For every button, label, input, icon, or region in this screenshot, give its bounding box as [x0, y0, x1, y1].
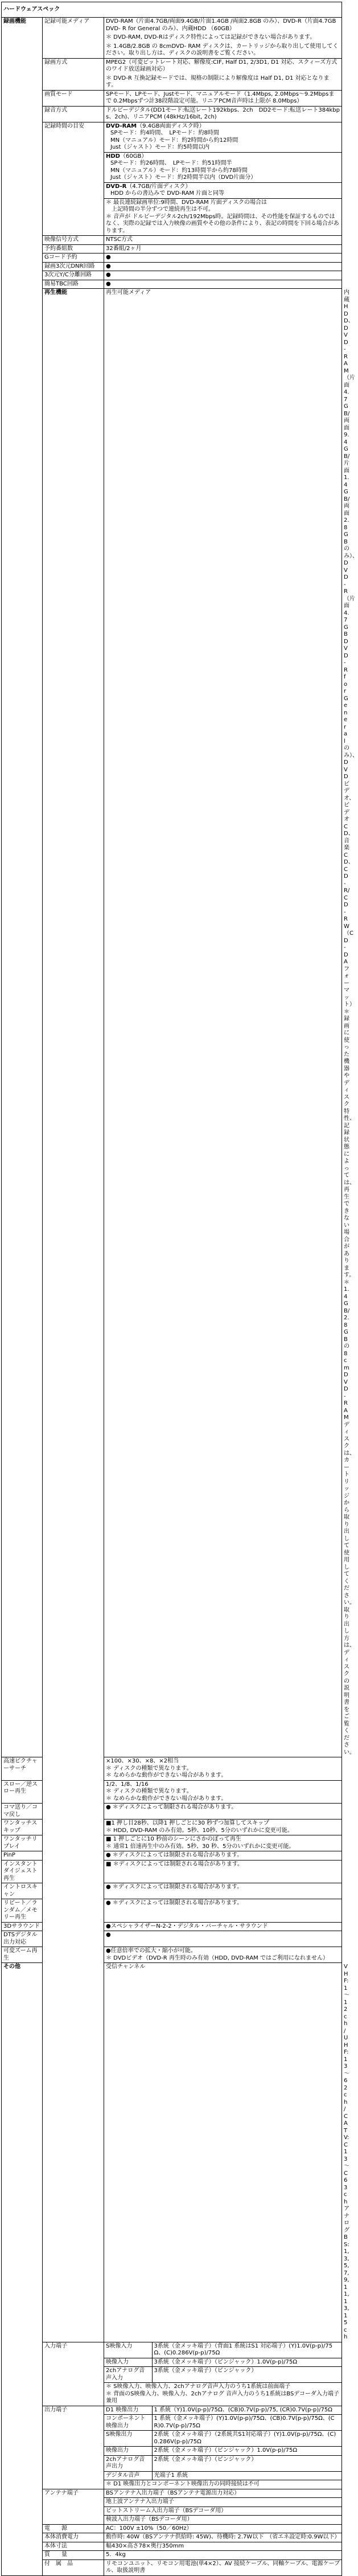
spec-value: 幅430×高さ78×奥行350mm	[104, 2542, 342, 2551]
spec-note: ＊ 1.4GB/2.8GB の 8cmDVD- RAM ディスクは、カートリッジから取り出して使用してください。取り出し方は、ディスクの説明書をご覧ください。	[106, 43, 339, 56]
hardware-spec-table: ハードウェアスペック 録画機能 記録可能メディア DVD-RAM（片面4.7GB/両面9.4GB/片面1.4GB /両面2.8GB のみ）、DVD-R（片面4.7GB DVD- R for General のみ）、内蔵HDD （60GB） ＊ DVD-RAM, DVD-Rはディスク特性によっては記録ができない場合があります。 ＊ 1.4GB/2.8GB の 8cmDVD- RAM ディスクは、カートリッジから取り出して使用してください。取り出し方は、ディスクの説明書をご覧ください。 録画方式 MPEG2（可変ビットレート対応、解像度:CIF, Half D1, 2/3D1, D1 対応、スクィーズ方式のワイド放送録画対応） ＊ DVD-R 互換記録モードでは、規格の制限により解像度は Half D1, D1 対応となります。 画質モード SPモード、LPモード、Justモード、マニュアルモード（1.4Mbps, 2.0Mbps～9.2Mbpsまで 0.2Mbpsずつ計38段階設定可能。リニアPCM音声時は上限が 8.0Mbps） 録音方式 ドルビーデジタル(DD1モード:転送レート192kbps、2ch DD2モード:転送レート384kbps、2ch)、リニアPCM (48kHz/16bit, 2ch) 記録時間の目安 DVD-RAM（9.4GB両面ディスク時） SPモード：約4時間、 LPモード：約8時間 MN（マニュアル）モード：約2時間から約12時間 Just（ジャスト）モード：約5時間以内 HDD（60GB） SPモード：約26時間、 LPモード：約51時間半 MN（マニュアル）モード：約13時間半から約78時間 Just（ジャスト）モード：約2時間半以内（DVD片面分） DVD-R（4.7GB/片面ディスク） HDD からの書込みで DVD-RAM 片面と同等 ＊ 最長連続録画単位:9時間、DVD-RAM 片面ディスクの場合は 上記時間の半分ずつで連続再生は不可。 ＊ 音声が ドルビーデジタル2ch/192Mbps時。記録時間は、その性能を保証するものではなく、実際の記録では入力映像の画質やその他の条件により、表記の時間を下回る場合があります。 映像信号方式 NTSC方式 予約番組数 32番組/2ヶ月 Gコード予約 ● 録画3次元DNR回路 ● 3次元Y/C分離回路 ● 簡易TBC回路 ● 再生機能 再生可能メディア 内蔵 HDD、DVD- RAM（片面4.7GB/両面9.4GB/片面1.4GB/両面2.8GB のみ）、DVD-R（片面4.7GB DVD-R for General のみ）、DVDビデオ、ビデオCD、音楽CD、CD-R/CD-RW（CD-DA フォーマット） ＊ 録画に使った機器やディスク特性、記録状態によっては、再生できない場合があります。＊1.4GB/2.8GB の 8cmDVD- RAM ディスクは、カートリッジから取り出して使用してください。取り出し方は、ディスクの説明書をご覧ください。 高速ピクチャーサーチ ×100、×30、×8、×2相当 ＊ ディスクの種類で異なります。 ＊ なめらかな動作ができない場合があります。 スロー／逆スロー再生 1/2、1/8、1/16 ＊ ディスクの種類で異なります。 ＊ なめらかな動作ができない場合があります。 コマ送り／コマ戻し ● ＊ディスクによって制限される場合があります。 ワンタッチスキップ ■1 押し目28秒、以降1 押しごとに30 秒ずつ加算してスキップ ＊ HDD, DVD-RAM のみ有効。5秒、10秒、5分のいずれかに変更可能。 ワンタッチリプレイ ■ 1 押しごとに10 秒前のシーンにさかのぼって再生 ＊ 通常1 倍速再生中のみ有効。5秒、30 秒、5分のいずれかに変更可能。 PinP ● ＊ディスクによっては制限される場合があります。 インスタントダイジェスト再生 ■ ＊ディスクによっては制限される場合があります。 イントロスキャン ● ＊ディスクによっては制限される場合があります。 リピート／ランダム／メモリー再生 ● ＊ディスクによっては制限される場合があります。 3Dサラウンド ●スペシャライザーN-2-2・デジタル・バーチャル・サラウンド DTSデジタル出力対応 ● 可変ズーム再生 ●任意倍率での拡大・縮小が可能。 ＊ DVDビデオ（DVD-R 再生時のみ有効（HDD, DVD-RAM ではご利用になれません） その他 受信チャンネル VHF: 1～12ch / UHF: 13～62ch / CATV: C13～C63ch アナログBS: 1, 3, 5, 7, 9, 11, 13, 15ch 入力端子 S映像入力 3系統（金メッキ端子）（背面1 系統はS1 対応端子）(Y)1.0V(p-p)/75Ω、(C)0.286V(p-p)/75Ω 映像入力 3系統（金メッキ端子）（ピンジャック）1.0V(p-p)/75Ω 2chアナログ音声入力 3系統（金メッキ端子）（ピンジャック） ＊ S映像入力、映像入力、2chアナログ音声入力のうち1系統は前面端子 ＊ 背面のS映像入力、映像入力、2chアナログ 音声入力のうち1系統はBSデコーダ入力端子兼用 出力端子 D1 映像出力 1 系統（Y)1.0V(p-p)/75Ω、(CB)0.7V(p-p)/75, (CR)0.7V(p-p)/75Ω コンポーネント映像出力 1 系統（金メッキ端子）(Y)1.0V(p-p)/75Ω、(CB)0.7V(p-p)/75Ω、(CR)0.7V(p-p)/75Ω S映像出力 2系統（金メッキ端子）（2系統共S1対応端子）(Y)1.0V(p-p)/75Ω、(C)0.286V(p-p)/75Ω 映像出力 2系統（金メッキ端子）（ピンジャック）1.0V(p-p)/75Ω 2chアナログ音声出力 2系統（金メッキ端子）（ピンジャック） デジタル音声 光端子1 系統 ＊ D1 映像出力とコンポーネント映像出力の同時接続は不可 アンテナ端子 BSアンテナ入出力端子（BSアンテナ電源出力対応） 地上波アンテナ入出力端子 ビットストリーム入出力端子（BSデコーダ用） 検波入出力端子（BSデコーダ用） 電 源 AC：100V ±10%（50／60Hz） 本体消費電力 動作時: 40W（BSアンテナ供給時: 45W)、待機時: 2.7W以下 （省エネ設定時:0.9W以下） 本体寸法 幅430×高さ78×奥行350mm 質 量 5．4kg 付 属 品 リモコンユニット、リモコン用電池(単4×2）、AV 接続ケーブル、同軸ケーブル、電源ケーブル、取扱説明書	[1, 2, 342, 2576]
spec-value: 5．4kg	[104, 2551, 342, 2560]
spec-label: 3次元Y/C分離回路	[43, 271, 104, 280]
spec-value: ■1 押し目28秒、以降1 押しごとに30 秒ずつ加算してスキップ ＊ HDD, DVD-RAM のみ有効。5秒、10秒、5分のいずれかに変更可能。	[104, 1819, 342, 1835]
terminal-name: D1 映像出力	[104, 2406, 152, 2415]
spec-value: ●任意倍率での拡大・縮小が可能。 ＊ DVDビデオ（DVD-R 再生時のみ有効（HDD, DVD-RAM ではご利用になれません）	[104, 1947, 342, 1963]
spec-note: ＊ DVD-R 互換記録モードでは、規格の制限により解像度は Half D1, D1 対応となります。	[106, 75, 330, 88]
block-heading-detail: （9.4GB両面ディスク時）	[137, 122, 205, 129]
block-heading: DVD-R	[106, 183, 127, 190]
recording-time-hdd	[104, 153, 341, 183]
spec-value: 32番組/2ヶ月	[104, 244, 342, 253]
terminal-value: 3系統（金メッキ端子）（背面1 系統はS1 対応端子）(Y)1.0V(p-p)/75Ω、(C)0.286V(p-p)/75Ω	[152, 2342, 341, 2358]
antenna-terminal-table	[104, 2489, 341, 2524]
spec-value: ●	[104, 280, 342, 289]
spec-value: SPモード、LPモード、Justモード、マニュアルモード（1.4Mbps, 2.0Mbps～9.2Mbpsまで 0.2Mbpsずつ計38段階設定可能。リニアPCM音声時は上限が 8.0Mbps）	[104, 90, 342, 106]
terminal-value: 2系統（金メッキ端子）（ピンジャック）1.0V(p-p)/75Ω	[152, 2447, 341, 2456]
spec-label: 録音方式	[43, 106, 104, 122]
spec-value	[104, 58, 342, 90]
output-terminal-table	[104, 2406, 341, 2489]
recording-time-dvd-ram	[104, 122, 341, 153]
terminal-note: ＊ D1 映像出力とコンポーネント映像出力の同時接続は不可	[106, 2481, 260, 2487]
spec-label: 本体寸法	[43, 2542, 104, 2551]
spec-value	[104, 2489, 342, 2524]
spec-label: PinP	[2, 1851, 43, 1861]
spec-note: ＊ DVD-RAM, DVD-Rはディスク特性によっては記録ができない場合があります。	[106, 34, 316, 40]
terminal-value: 1 系統（Y)1.0V(p-p)/75Ω、(CB)0.7V(p-p)/75, (CR)0.7V(p-p)/75Ω	[152, 2406, 341, 2415]
terminal-value: 1 系統（金メッキ端子）(Y)1.0V(p-p)/75Ω、(CB)0.7V(p-p)/75Ω、(CR)0.7V(p-p)/75Ω	[152, 2415, 341, 2431]
spec-value: AC：100V ±10%（50／60Hz）	[104, 2524, 342, 2533]
spec-value: ●	[104, 262, 342, 271]
spec-value: ■ 1 押しごとに10 秒前のシーンにさかのぼって再生 ＊ 通常1 倍速再生中のみ有効。5秒、30 秒、5分のいずれかに変更可能。	[104, 1835, 342, 1851]
block-body: SPモード：約4時間、 LPモード：約8時間 MN（マニュアル）モード：約2時間から約12時間 Just（ジャスト）モード：約5時間以内	[110, 130, 238, 150]
spec-label: ワンタッチリプレイ	[2, 1835, 43, 1851]
terminal-value: 3系統（金メッキ端子）（ピンジャック）1.0V(p-p)/75Ω	[152, 2358, 341, 2367]
spec-label: 付 属 品	[43, 2559, 104, 2575]
terminal-value: 光端子1 系統	[152, 2471, 341, 2480]
terminal-name: 2chアナログ音声出力	[104, 2455, 152, 2471]
spec-label: DTSデジタル出力対応	[2, 1931, 43, 1947]
spec-value: 1/2、1/8、1/16 ＊ ディスクの種類で異なります。 ＊ なめらかな動作ができない場合があります。	[104, 1780, 342, 1804]
block-heading: DVD-RAM	[106, 122, 137, 129]
spec-value: ● ＊ディスクによっては制限される場合があります。	[104, 1851, 342, 1861]
spec-label: アンテナ端子	[43, 2489, 104, 2524]
spec-label: 記録可能メディア	[43, 18, 104, 59]
terminal-name: 2chアナログ音声入力	[104, 2367, 152, 2383]
spec-label: インスタントダイジェスト再生	[2, 1860, 43, 1883]
spec-value	[104, 2406, 342, 2489]
recording-time-dvd-r	[104, 183, 341, 199]
spec-value	[104, 122, 342, 236]
terminal-value: 3系統（金メッキ端子）（ピンジャック）	[152, 2367, 341, 2383]
antenna-terminal: 地上波アンテナ入出力端子	[104, 2498, 341, 2507]
spec-label: コマ送り／コマ戻し	[2, 1804, 43, 1819]
block-heading: HDD	[106, 153, 120, 160]
terminal-name: S映像出力	[104, 2431, 152, 2447]
terminal-name: 映像入力	[104, 2358, 152, 2367]
spec-label: 映像信号方式	[43, 236, 104, 245]
spec-text: DVD-RAM（片面4.7GB/両面9.4GB/片面1.4GB /両面2.8GB のみ）、DVD-R（片面4.7GB DVD- R for General のみ）、内蔵HDD （60GB）	[106, 18, 336, 32]
block-heading-detail: （60GB）	[120, 153, 147, 160]
category-recording: 録画機能	[2, 18, 43, 1757]
spec-label: スロー／逆スロー再生	[2, 1780, 43, 1804]
category-other: その他	[2, 1963, 43, 2576]
spec-value: ●スペシャライザーN-2-2・デジタル・バーチャル・サラウンド	[104, 1922, 342, 1931]
spec-value	[104, 2342, 342, 2406]
spec-value: NTSC方式	[104, 236, 342, 245]
terminal-name: デジタル音声	[104, 2471, 152, 2480]
spec-label: 高速ピクチャーサーチ	[2, 1757, 43, 1781]
spec-label: 再生可能メディア	[104, 289, 342, 1757]
terminal-note: ＊ S映像入力、映像入力、2chアナログ音声入力のうち1系統は前面端子 ＊ 背面のS映像入力、映像入力、2chアナログ 音声入力のうち1系統はBSデコーダ入力端子兼用	[106, 2383, 339, 2404]
spec-text: MPEG2（可変ビットレート対応、解像度:CIF, Half D1, 2/3D1, D1 対応、スクィーズ方式のワイド放送録画対応）	[106, 59, 338, 72]
spec-value: ● ＊ディスクによっては制限される場合があります。	[104, 1899, 342, 1923]
spec-label: Gコード予約	[43, 253, 104, 263]
category-playback: 再生機能	[43, 289, 104, 2342]
terminal-value: 2系統（金メッキ端子）（2系統共S1対応端子）(Y)1.0V(p-p)/75Ω、(C)0.286V(p-p)/75Ω	[152, 2431, 341, 2447]
spec-label: 受信チャンネル	[104, 1963, 342, 2342]
antenna-terminal: 検波入出力端子（BSデコーダ用）	[106, 2516, 193, 2522]
spec-label: リピート／ランダム／メモリー再生	[2, 1899, 43, 1923]
block-heading-detail: （4.7GB/片面ディスク）	[126, 183, 191, 190]
spec-value: ●	[104, 1931, 342, 1947]
spec-value: リモコンユニット、リモコン用電池(単4×2）、AV 接続ケーブル、同軸ケーブル、電源ケーブル、取扱説明書	[104, 2559, 342, 2575]
input-terminal-table	[104, 2342, 341, 2406]
spec-label: 録画3次元DNR回路	[43, 262, 104, 271]
block-body: HDD からの書込みで DVD-RAM 片面と同等	[110, 190, 225, 197]
spec-value: ドルビーデジタル(DD1モード:転送レート192kbps、2ch DD2モード:転送レート384kbps、2ch)、リニアPCM (48kHz/16bit, 2ch)	[104, 106, 342, 122]
spec-value: ●	[104, 253, 342, 263]
spec-label: イントロスキャン	[2, 1883, 43, 1899]
spec-label: 本体消費電力	[43, 2533, 104, 2542]
spec-value: ×100、×30、×8、×2相当 ＊ ディスクの種類で異なります。 ＊ なめらかな動作ができない場合があります。	[104, 1757, 342, 1781]
spec-value: ● ＊ディスクによって制限される場合があります。	[104, 1804, 342, 1819]
spec-label: 可変ズーム再生	[2, 1947, 43, 1963]
spec-label: 記録時間の目安	[43, 122, 104, 236]
spec-value: ● ＊ディスクによっては制限される場合があります。	[104, 1883, 342, 1899]
block-body: SPモード：約26時間、 LPモード：約51時間半 MN（マニュアル）モード：約13時間半から約78時間 Just（ジャスト）モード：約2時間半以内（DVD片面分）	[110, 160, 257, 181]
spec-value: 動作時: 40W（BSアンテナ供給時: 45W)、待機時: 2.7W以下 （省エネ設定時:0.9W以下）	[104, 2533, 342, 2542]
spec-label: 簡易TBC回路	[43, 280, 104, 289]
spec-title: ハードウェアスペック	[2, 2, 342, 18]
spec-label: 質 量	[43, 2551, 104, 2560]
antenna-terminal: BSアンテナ入出力端子（BSアンテナ電源出力対応）	[104, 2489, 341, 2498]
antenna-terminal: ビットストリーム入出力端子（BSデコーダ用）	[104, 2507, 341, 2516]
spec-label: ワンタッチスキップ	[2, 1819, 43, 1835]
spec-value	[104, 18, 342, 59]
terminal-name: 映像出力	[104, 2447, 152, 2456]
spec-label: 電 源	[43, 2524, 104, 2533]
spec-label: 入力端子	[43, 2342, 104, 2406]
recording-time-notes: ＊ 最長連続録画単位:9時間、DVD-RAM 片面ディスクの場合は 上記時間の半分ずつで連続再生は不可。 ＊ 音声が ドルビーデジタル2ch/192Mbps時。記録時間は、その性能を保証するものではなく、実際の記録では入力映像の画質やその他の条件により、表記の時間を下回る場合があります。	[106, 199, 339, 234]
spec-label: 3Dサラウンド	[2, 1922, 43, 1931]
terminal-value: 2系統（金メッキ端子）（ピンジャック）	[152, 2455, 341, 2471]
spec-label: 出力端子	[43, 2406, 104, 2489]
terminal-name: コンポーネント映像出力	[104, 2415, 152, 2431]
spec-value: ■ ＊ディスクによっては制限される場合があります。	[104, 1860, 342, 1883]
spec-value: ●	[104, 271, 342, 280]
terminal-name: S映像入力	[104, 2342, 152, 2358]
spec-label: 画質モード	[43, 90, 104, 106]
spec-label: 予約番組数	[43, 244, 104, 253]
spec-label: 録画方式	[43, 58, 104, 90]
